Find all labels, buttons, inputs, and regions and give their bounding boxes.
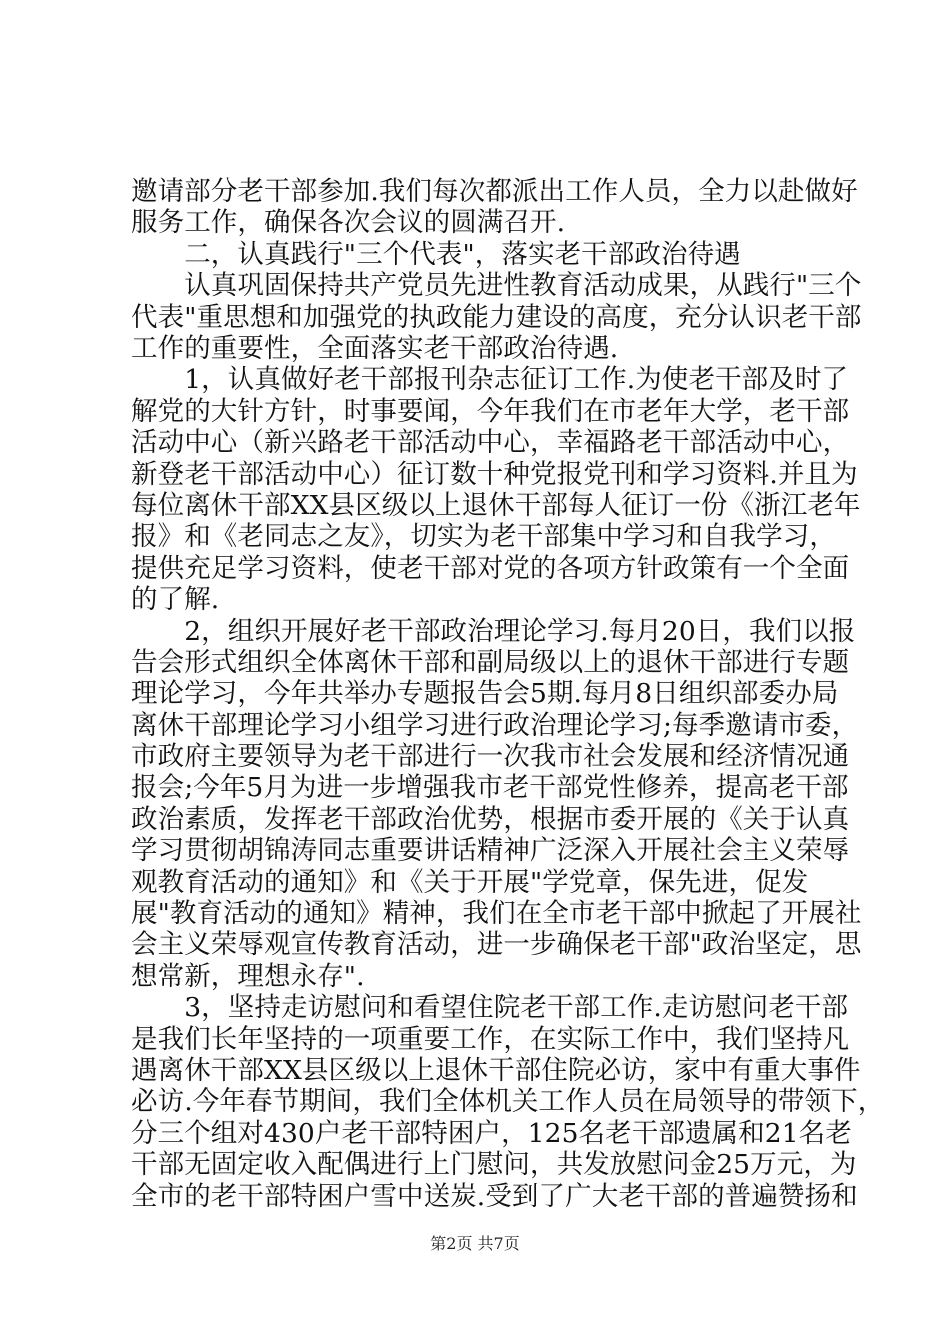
- body-text-line: 分三个组对430户老干部特困户，125名老干部遗属和21名老: [131, 1117, 852, 1149]
- body-text-line: 工作的重要性，全面落实老干部政治待遇.: [131, 332, 619, 364]
- body-text-line: 展"教育活动的通知》精神，我们在全市老干部中掀起了开展社: [131, 898, 862, 930]
- body-text-line: 想常新，理想永存".: [131, 960, 365, 992]
- body-text-line: 每位离休干部XX县区级以上退休干部每人征订一份《浙江老年: [131, 489, 861, 521]
- body-text-line: 干部无固定收入配偶进行上门慰问，共发放慰问金25万元，为: [131, 1149, 857, 1181]
- body-text-line: 3，坚持走访慰问和看望住院老干部工作.走访慰问老干部: [131, 992, 849, 1024]
- body-text-line: 离休干部理论学习小组学习进行政治理论学习;每季邀请市委，: [131, 709, 859, 741]
- body-text-line: 遇离休干部XX县区级以上退休干部住院必访，家中有重大事件: [131, 1055, 861, 1087]
- body-text-line: 观教育活动的通知》和《关于开展"学党章，保先进，促发: [131, 866, 809, 898]
- body-text-line: 活动中心（新兴路老干部活动中心，幸福路老干部活动中心，: [131, 427, 850, 459]
- body-text-line: 服务工作，确保各次会议的圆满召开.: [131, 207, 566, 239]
- section-heading: 二，认真践行"三个代表"，落实老干部政治待遇: [131, 238, 741, 270]
- body-text-line: 解党的大针方针，时事要闻，今年我们在市老年大学，老干部: [131, 395, 850, 427]
- body-text-line: 报会;今年5月为进一步增强我市老干部党性修养，提高老干部: [131, 772, 849, 804]
- body-text-line: 必访.今年春节期间，我们全体机关工作人员在局领导的带领下，: [131, 1086, 885, 1118]
- body-text-line: 是我们长年坚持的一项重要工作，在实际工作中，我们坚持凡: [131, 1023, 850, 1055]
- body-text-line: 邀请部分老干部参加.我们每次都派出工作人员，全力以赴做好: [131, 176, 858, 207]
- body-text-line: 告会形式组织全体离休干部和副局级以上的退休干部进行专题: [131, 646, 850, 678]
- body-text-line: 2，组织开展好老干部政治理论学习.每月20日，我们以报: [131, 615, 856, 647]
- body-text-line: 市政府主要领导为老干部进行一次我市社会发展和经济情况通: [131, 741, 850, 773]
- page-footer: 第2页 共7页: [430, 1234, 520, 1253]
- body-text-line: 理论学习，今年共举办专题报告会5期.每月8日组织部委办局: [131, 678, 839, 710]
- body-text-line: 学习贯彻胡锦涛同志重要讲话精神广泛深入开展社会主义荣辱: [131, 835, 850, 867]
- body-text-line: 提供充足学习资料，使老干部对党的各项方针政策有一个全面: [131, 552, 850, 584]
- body-text-line: 政治素质，发挥老干部政治优势，根据市委开展的《关于认真: [131, 803, 850, 835]
- body-text-line: 1，认真做好老干部报刊杂志征订工作.为使老干部及时了: [131, 364, 849, 396]
- body-text-line: 报》和《老同志之友》，切实为老干部集中学习和自我学习，: [131, 521, 836, 553]
- body-text-line: 新登老干部活动中心）征订数十种党报党刊和学习资料.并且为: [131, 458, 858, 490]
- body-text-line: 代表"重思想和加强党的执政能力建设的高度，充分认识老干部: [131, 301, 862, 333]
- body-text-line: 全市的老干部特困户雪中送炭.受到了广大老干部的普遍赞扬和: [131, 1180, 858, 1212]
- body-text-line: 会主义荣辱观宣传教育活动，进一步确保老干部"政治坚定，思: [131, 929, 862, 961]
- body-text-line: 的了解.: [131, 584, 220, 616]
- body-text-line: 认真巩固保持共产党员先进性教育活动成果，从践行"三个: [131, 270, 862, 302]
